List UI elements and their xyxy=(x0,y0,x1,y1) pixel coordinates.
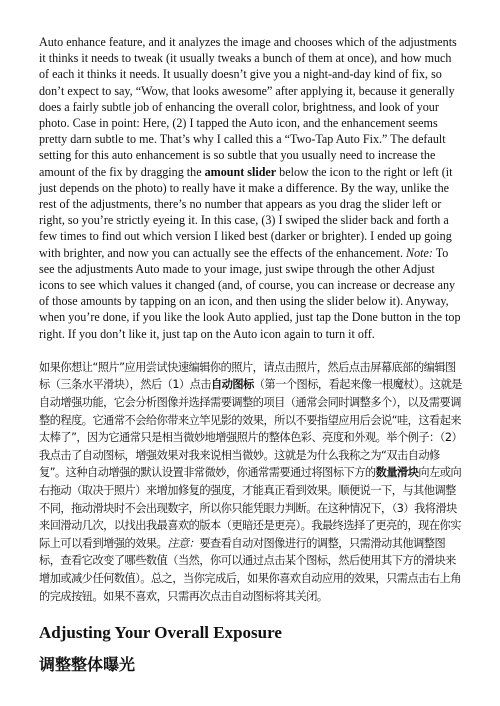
document-page xyxy=(39,34,463,676)
english-note-label: Note: xyxy=(406,245,433,260)
chinese-paragraph xyxy=(39,359,463,605)
amount-slider-bold-zh: 数量滑块 xyxy=(375,466,419,480)
chinese-note-label: 注意： xyxy=(167,536,200,550)
english-paragraph xyxy=(39,34,463,342)
chinese-text-part2: （第一个图标，看起来像一根魔杖）。这就是自动增强功能，它会分析图像并选择需要调整的项目（通常会同时调整多个），以及需要调整的程度。它通常不会给你带来立竿见影的效果，所以不要指望应用后会说“哇，这看起来太棒了”，因为它通常只是相当微妙地增强照片的整体色彩、亮度和外观。举个例子：（2）我点击了自动图标，增强效果对我来说相当微妙。这就是为什么我称之为“双击自动修复”。这种自动增强的默认设置非常微妙，你通常需要通过将图标下方的 xyxy=(39,378,463,480)
chinese-text-part1: 如果你想让“照片”应用尝试快速编辑你的照片，请点击照片，然后点击屏幕底部的编辑图标（三条水平滑块），然后（1）点击 xyxy=(39,360,456,392)
chinese-text-part4: 要查看自动对图像进行的调整，只需滑动其他调整图标，查看它改变了哪些数值（当然，你可以通过点击某个图标，然后使用其下方的滑块来增加或减少任何数值）。总之，当你完成后，如果你喜欢自动应用的效果，只需点击右上角的完成按钮。如果不喜欢，只需再次点击自动图标将其关闭。 xyxy=(39,536,461,603)
amount-slider-bold: amount slider xyxy=(204,164,277,179)
section-heading-chinese: 调整整体曝光 xyxy=(39,655,136,675)
english-text-part2: below the icon to the right or left (it just depends on the photo) to really have it make a difference. By the way, unlike the rest of the adjustments, there’s no number that appears as you drag the slider left or right, so you’re strictly eyeing it. In this case, (3) I swiped the slider back and forth a few times to find out which version I liked best (darker or brighter). I ended up going with brighter, and now you can actually see the effects of the enhancement. xyxy=(39,164,453,260)
section-heading-english: Adjusting Your Overall Exposure xyxy=(39,623,282,643)
chinese-text-part3: 向左或向右拖动（取决于照片）来增加修复的强度，才能真正看到效果。顺便说一下，与其他调整不同，拖动滑块时不会出现数字，所以你只能凭眼力判断。在这种情况下，（3）我将滑块来回滑动几次，以找出我最喜欢的版本（更暗还是更亮）。我最终选择了更亮的，现在你实际上可以看到增强的效果。 xyxy=(39,466,462,550)
english-text-part3: To see the adjustments Auto made to your image, just swipe through the other Adjust icons to see which values it changed (and, of course, you can increase or decrease any of those amounts by tapping on an icon, and then using the slider below it). Anyway, when you’re done, if you like the look Auto applied, just tap the Done button in the top right. If you don’t like it, just tap on the Auto icon again to turn it off. xyxy=(39,245,461,341)
auto-icon-bold: 自动图标 xyxy=(211,378,254,392)
english-text-part1: Auto enhance feature, and it analyzes the image and chooses which of the adjustments it thinks it needs to tweak (it usually tweaks a bunch of them at once), and how much of each it thinks it needs. It usually doesn’t give you a night-and-day kind of fix, so don’t expect to say, “Wow, that looks awesome” after applying it, because it generally does a fairly subtle job of enhancing the overall color, brightness, and look of your photo. Case in point: Here, (2) I tapped the Auto icon, and the enhancement seems pretty darn subtle to me. That’s why I called this a “Two-Tap Auto Fix.” The default setting for this auto enhancement is so subtle that you usually need to increase the amount of the fix by dragging the xyxy=(39,35,457,179)
